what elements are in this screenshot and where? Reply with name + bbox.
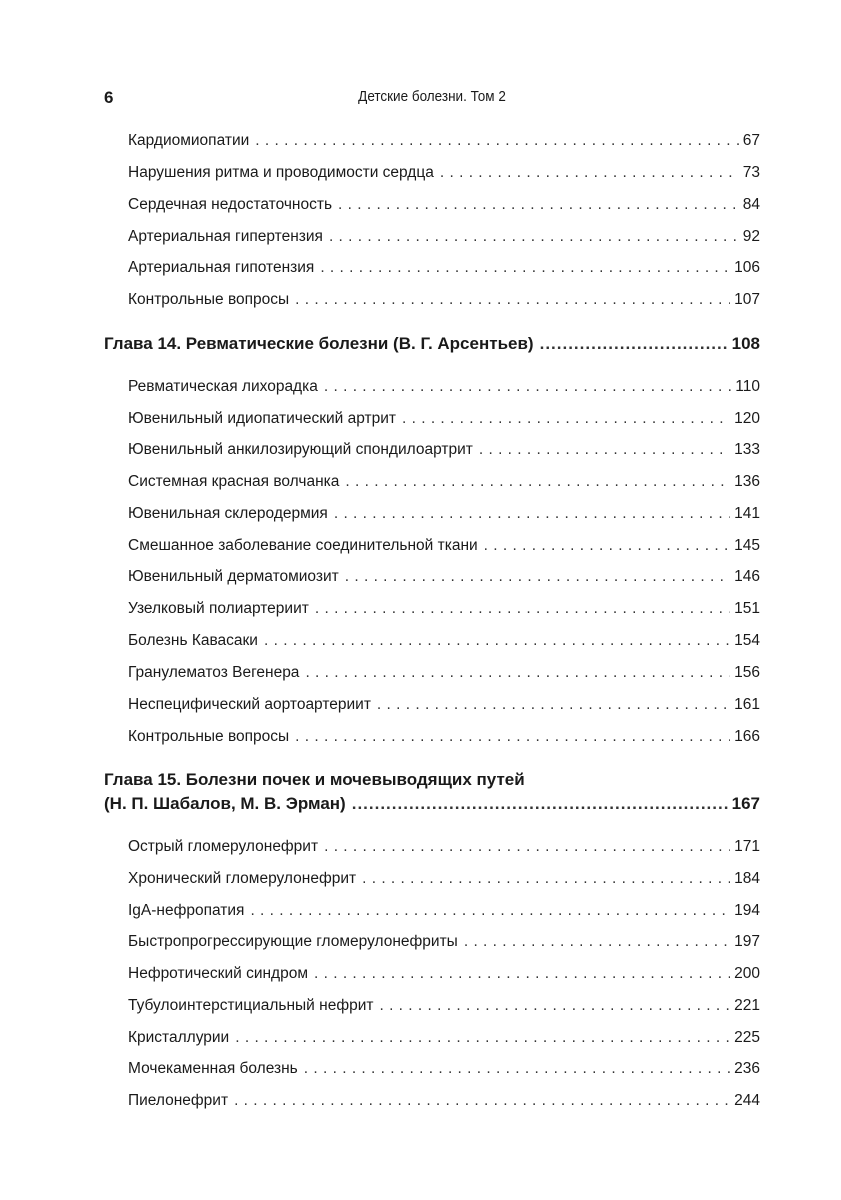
toc-entry-title: Смешанное заболевание соединительной ткани [128, 537, 478, 554]
dot-leader [377, 696, 730, 714]
toc-entry-page: 200 [734, 965, 760, 982]
running-title: Детские болезни. Том 2 [358, 88, 506, 105]
toc-entry-title: Ювенильный анкилозирующий спондилоартрит [128, 441, 473, 458]
toc-entry-title: Артериальная гипертензия [128, 228, 323, 245]
toc-entry[interactable] [128, 164, 760, 182]
toc-entry-page: 166 [734, 728, 760, 745]
toc-entry-title: Пиелонефрит [128, 1092, 229, 1109]
chapter-heading[interactable] [104, 334, 760, 354]
toc-entry-page: 145 [734, 537, 760, 554]
dot-leader [338, 196, 739, 214]
chapter-page: 167 [731, 794, 760, 813]
dot-leader [264, 632, 730, 650]
dot-leader [402, 410, 730, 428]
dot-leader [250, 902, 730, 920]
toc-entry-title: Нарушения ритма и проводимости сердца [128, 164, 434, 181]
toc-entry-page: 67 [742, 132, 760, 149]
toc-entry[interactable] [128, 997, 760, 1015]
toc-entry[interactable] [128, 902, 760, 920]
toc-entry[interactable] [128, 696, 760, 714]
toc-entry[interactable] [128, 441, 760, 459]
toc-entry[interactable] [128, 600, 760, 618]
dot-leader [345, 568, 730, 586]
toc-entry-title: Хронический гломерулонефрит [128, 870, 357, 887]
toc-entry-page: 244 [734, 1092, 760, 1109]
toc-entry-page: 161 [734, 696, 760, 713]
dot-leader [345, 473, 730, 491]
toc-entry-title: Системная красная волчанка [128, 473, 340, 490]
toc-entry-title: Узелковый полиартериит [128, 600, 309, 617]
toc-entry[interactable] [128, 965, 760, 983]
toc-entry-page: 92 [742, 228, 760, 245]
toc-entry-title: Ювенильная склеродермия [128, 505, 328, 522]
toc-entry-page: 110 [735, 378, 760, 395]
toc-entry[interactable] [128, 632, 760, 650]
dot-leader [484, 537, 730, 555]
toc-entry[interactable] [128, 1060, 760, 1078]
toc-entry-title: Мочекаменная болезнь [128, 1060, 298, 1077]
toc-entry-page: 73 [742, 164, 760, 181]
toc-entry-page: 221 [734, 997, 760, 1014]
toc-entry-title: Тубулоинтерстициальный нефрит [128, 997, 374, 1014]
toc-entry[interactable] [128, 537, 760, 555]
dot-leader [255, 132, 738, 150]
toc-entry-title: Ювенильный дерматомиозит [128, 568, 339, 585]
chapter-heading[interactable] [104, 794, 760, 814]
toc-entry-title: Сердечная недостаточность [128, 196, 333, 213]
toc-entry[interactable] [128, 132, 760, 150]
dot-leader [295, 728, 730, 746]
toc-entry-title: Ювенильный идиопатический артрит [128, 410, 396, 427]
toc-entry-title: Контрольные вопросы [128, 291, 290, 308]
toc-entry-page: 225 [734, 1029, 760, 1046]
toc-entry[interactable] [128, 378, 760, 396]
dot-leader [362, 870, 730, 888]
dot-leader [324, 378, 731, 396]
dot-leader [295, 291, 730, 309]
dot-leader [540, 334, 728, 354]
toc-entry[interactable] [128, 838, 760, 856]
toc-entry-title: Артериальная гипотензия [128, 259, 315, 276]
toc-entry[interactable] [128, 228, 760, 246]
toc-entry[interactable] [128, 933, 760, 951]
toc-entry-page: 120 [734, 410, 760, 427]
toc-entry-page: 84 [742, 196, 760, 213]
toc-entry[interactable] [128, 664, 760, 682]
dot-leader [329, 228, 739, 246]
toc-entry-page: 194 [734, 902, 760, 919]
toc-entry-title: Кардиомиопатии [128, 132, 250, 149]
dot-leader [440, 164, 739, 182]
toc-entry-page: 146 [734, 568, 760, 585]
toc-entry-page: 141 [734, 505, 760, 522]
toc-entry-title: Контрольные вопросы [128, 728, 290, 745]
dot-leader [352, 794, 728, 814]
toc-entry-page: 106 [734, 259, 760, 276]
toc-entry-title: Гранулематоз Вегенера [128, 664, 300, 681]
toc-entry-page: 184 [734, 870, 760, 887]
toc-entry[interactable] [128, 410, 760, 428]
toc-entry-page: 171 [734, 838, 760, 855]
dot-leader [479, 441, 730, 459]
toc-entry-title: Быстропрогрессирующие гломерулонефриты [128, 933, 458, 950]
toc-entry[interactable] [128, 473, 760, 491]
dot-leader [334, 505, 730, 523]
toc-entry-page: 236 [734, 1060, 760, 1077]
dot-leader [464, 933, 730, 951]
page-number: 6 [104, 88, 114, 107]
chapter-title-line1: Глава 15. Болезни почек и мочевыводящих путей [104, 770, 525, 789]
toc-entry[interactable] [128, 728, 760, 746]
toc-entry-title: Нефротический синдром [128, 965, 308, 982]
chapter-page: 108 [731, 334, 760, 353]
toc-entry-title: IgA-нефропатия [128, 902, 245, 919]
toc-entry-title: Острый гломерулонефрит [128, 838, 319, 855]
toc-entry-page: 197 [734, 933, 760, 950]
toc-entry-page: 156 [734, 664, 760, 681]
dot-leader [234, 1092, 730, 1110]
toc-entry-page: 133 [734, 441, 760, 458]
toc-entry-page: 136 [734, 473, 760, 490]
toc-entry-title: Ревматическая лихорадка [128, 378, 318, 395]
toc-entry[interactable] [128, 870, 760, 888]
chapter-title: Глава 14. Ревматические болезни (В. Г. Арсентьев) [104, 334, 534, 353]
dot-leader [305, 664, 730, 682]
toc-entry-title: Болезнь Кавасаки [128, 632, 258, 649]
dot-leader [235, 1029, 730, 1047]
dot-leader [304, 1060, 730, 1078]
toc-entry-title: Кристаллурии [128, 1029, 230, 1046]
toc-entry-page: 154 [734, 632, 760, 649]
toc-entry-title: Неспецифический аортоартериит [128, 696, 371, 713]
toc-entry[interactable] [128, 196, 760, 214]
dot-leader [379, 997, 730, 1015]
toc-entry[interactable] [128, 1092, 760, 1110]
dot-leader [320, 259, 730, 277]
dot-leader [315, 600, 730, 618]
toc-entry[interactable] [128, 1029, 760, 1047]
toc-entry[interactable] [128, 505, 760, 523]
dot-leader [314, 965, 730, 983]
toc-entry[interactable] [128, 291, 760, 309]
dot-leader [324, 838, 730, 856]
toc-entry[interactable] [128, 259, 760, 277]
toc-entry[interactable] [128, 568, 760, 586]
toc-entry-page: 151 [734, 600, 760, 617]
toc-entry-page: 107 [734, 291, 760, 308]
chapter-title-line2: (Н. П. Шабалов, М. В. Эрман) [104, 794, 346, 813]
